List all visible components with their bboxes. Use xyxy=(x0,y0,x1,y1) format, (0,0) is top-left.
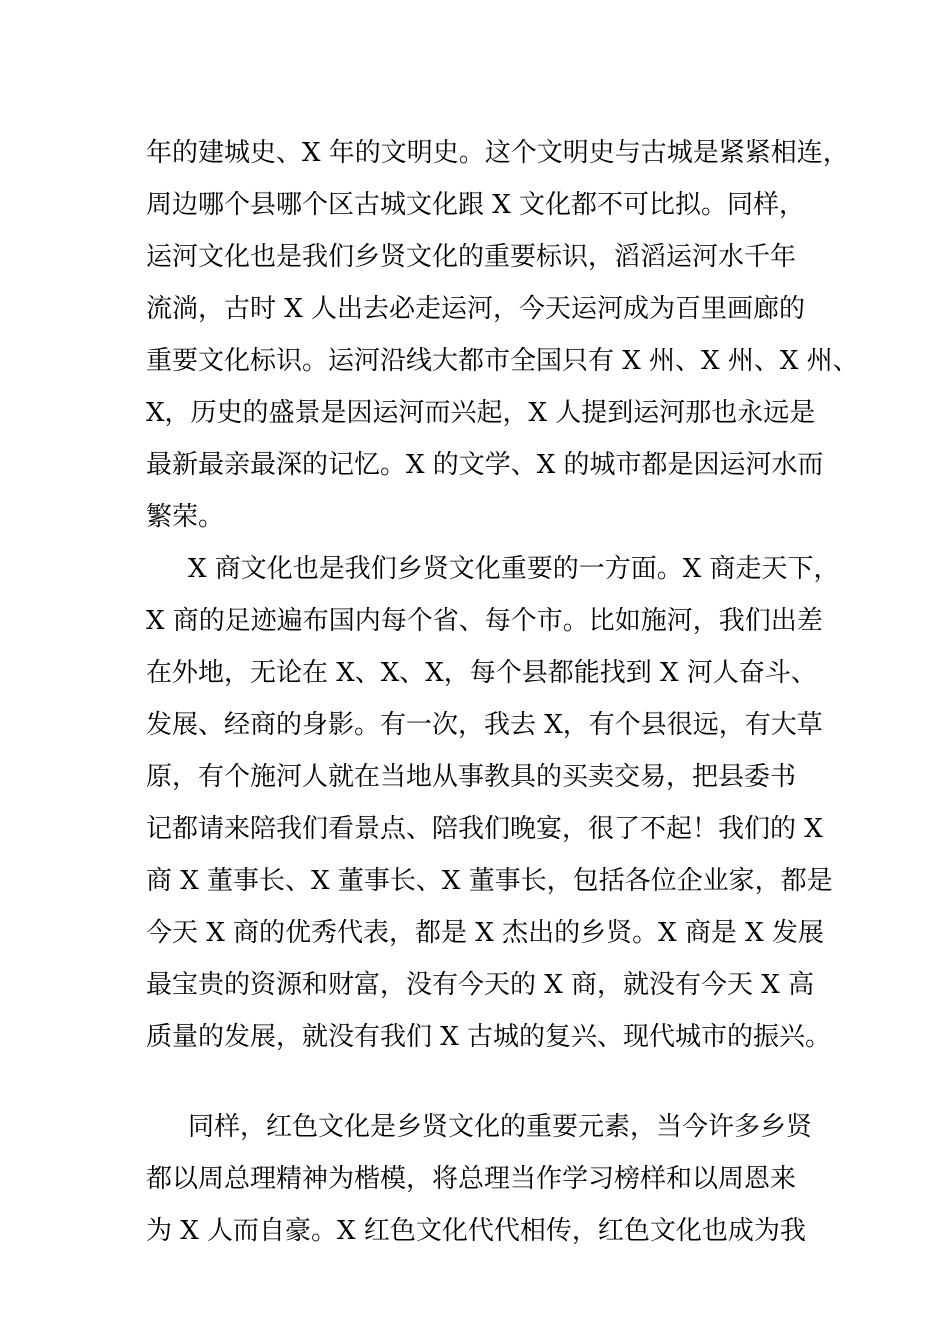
paragraph-2-line-6: 记都请来陪我们看景点、陪我们晚宴，很了不起！我们的 X xyxy=(146,814,823,844)
paragraph-1-line-6: X，历史的盛景是因运河而兴起，X 人提到运河那也永远是 xyxy=(146,398,816,428)
paragraph-2-line-3: 在外地，无论在 X、X、X，每个县都能找到 X 河人奋斗、 xyxy=(146,658,817,688)
paragraph-1-line-2: 周边哪个县哪个区古城文化跟 X 文化都不可比拟。同样， xyxy=(146,190,806,220)
paragraph-2-line-2: X 商的足迹遍布国内每个省、每个市。比如施河，我们出差 xyxy=(146,606,823,636)
paragraph-1-line-3: 运河文化也是我们乡贤文化的重要标识，滔滔运河水千年 xyxy=(146,242,797,272)
paragraph-2-line-4: 发展、经商的身影。有一次，我去 X，有个县很远，有大草 xyxy=(146,710,823,740)
paragraph-3-line-2: 都以周总理精神为楷模，将总理当作学习榜样和以周恩来 xyxy=(146,1164,797,1194)
paragraph-3-line-3: 为 X 人而自豪。X 红色文化代代相传，红色文化也成为我 xyxy=(146,1216,806,1246)
paragraph-1-line-4: 流淌，古时 X 人出去必走运河，今天运河成为百里画廊的 xyxy=(146,294,806,324)
paragraph-1-line-5: 重要文化标识。运河沿线大都市全国只有 X 州、X 州、X 州、 xyxy=(146,346,859,376)
paragraph-2-line-8: 今天 X 商的优秀代表，都是 X 杰出的乡贤。X 商是 X 发展 xyxy=(146,918,824,948)
paragraph-1-line-1: 年的建城史、X 年的文明史。这个文明史与古城是紧紧相连， xyxy=(146,138,849,168)
paragraph-2-line-1: X 商文化也是我们乡贤文化重要的一方面。X 商走天下， xyxy=(188,554,840,584)
paragraph-2-line-9: 最宝贵的资源和财富，没有今天的 X 商，就没有今天 X 高 xyxy=(146,970,815,1000)
paragraph-1-line-7: 最新最亲最深的记忆。X 的文学、X 的城市都是因运河水而 xyxy=(146,450,824,480)
paragraph-3-line-1: 同样，红色文化是乡贤文化的重要元素，当今许多乡贤 xyxy=(188,1112,813,1142)
paragraph-2-line-10: 质量的发展，就没有我们 X 古城的复兴、现代城市的振兴。 xyxy=(146,1022,832,1052)
paragraph-1-line-8: 繁荣。 xyxy=(146,502,225,532)
paragraph-2-line-7: 商 X 董事长、X 董事长、X 董事长，包括各位企业家，都是 xyxy=(146,866,833,896)
paragraph-2-line-5: 原，有个施河人就在当地从事教具的买卖交易，把县委书 xyxy=(146,762,797,792)
